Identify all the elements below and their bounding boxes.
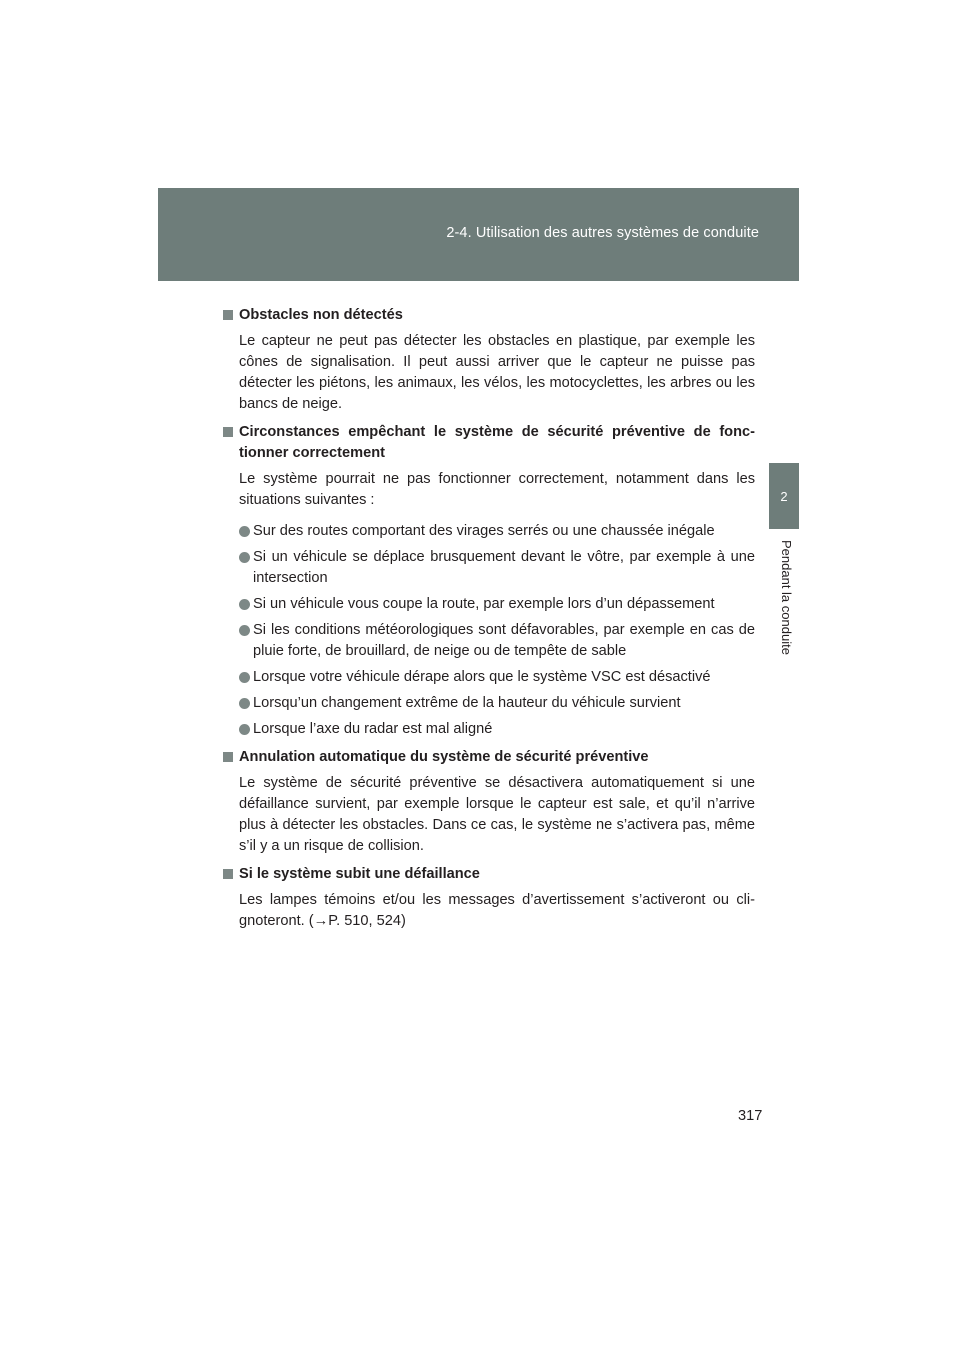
chapter-number: 2 [780, 488, 788, 504]
square-bullet-icon [223, 310, 233, 320]
circle-bullet-icon [239, 526, 250, 537]
circle-bullet-icon [239, 625, 250, 636]
section-heading [223, 422, 755, 464]
chapter-label: Pendant la conduite [779, 540, 794, 655]
section-body: Le système de sécurité préventive se désactivera automatiquement si une défaillance survient, par exemple lorsque le capteur est sale, et qu’il n’arrive plus à détecter les obstacles. Dans ce cas, le système ne s’activera pas, même s’il y a un risque de collision. [239, 775, 755, 854]
heading-text: Obstacles non détectés [239, 307, 403, 323]
section-auto-cancel [223, 747, 755, 857]
section-title: 2-4. Utilisation des autres systèmes de conduite [446, 225, 759, 241]
list-item: Lorsque l’axe du radar est mal aligné [239, 719, 755, 740]
list-item: Si un véhicule se déplace brusquement devant le vôtre, par exemple à une intersection [239, 547, 755, 589]
section-body: Le capteur ne peut pas détecter les obstacles en plastique, par exemple les cônes de signalisation. Il peut aussi arriver que le capteur ne puisse pas détecter les piétons, les animaux, les vélos, les motocyclettes, les arbres ou les bancs de neige. [239, 333, 755, 412]
list-item: Si les conditions météorologiques sont défavorables, par exemple en cas de pluie forte, de brouillard, de neige ou de tempête de sable [239, 620, 755, 662]
section-malfunction [223, 864, 755, 932]
heading-text: Annulation automatique du système de sécurité préventive [239, 749, 649, 765]
list-item: Lorsqu’un changement extrême de la hauteur du véhicule survient [239, 693, 755, 714]
section-heading [223, 305, 755, 326]
circle-bullet-icon [239, 599, 250, 610]
square-bullet-icon [223, 427, 233, 437]
circle-bullet-icon [239, 724, 250, 735]
square-bullet-icon [223, 869, 233, 879]
circle-bullet-icon [239, 698, 250, 709]
section-body: Le système pourrait ne pas fonctionner correctement, notamment dans les situations suivantes : [239, 471, 755, 508]
list-item: Lorsque votre véhicule dérape alors que le système VSC est désactivé [239, 667, 755, 688]
chapter-tab [769, 463, 799, 529]
page-number: 317 [738, 1108, 763, 1124]
section-body: Les lampes témoins et/ou les messages d’avertissement s’activeront ou cli-gnoteront. (→P. 510, 524) [239, 892, 755, 929]
square-bullet-icon [223, 752, 233, 762]
heading-text: Circonstances empêchant le système de sécurité préventive de fonc-tionner correctement [239, 424, 755, 461]
circle-bullet-icon [239, 672, 250, 683]
list-item: Si un véhicule vous coupe la route, par exemple lors d’un dépassement [239, 594, 755, 615]
section-circumstances [223, 422, 755, 740]
condition-list [223, 521, 755, 740]
circle-bullet-icon [239, 552, 250, 563]
section-heading [223, 864, 755, 885]
page-content [223, 305, 755, 932]
section-obstacles [223, 305, 755, 415]
list-item: Sur des routes comportant des virages serrés ou une chaussée inégale [239, 521, 755, 542]
heading-text: Si le système subit une défaillance [239, 866, 480, 882]
section-heading [223, 747, 755, 768]
section-header-band [158, 188, 799, 281]
